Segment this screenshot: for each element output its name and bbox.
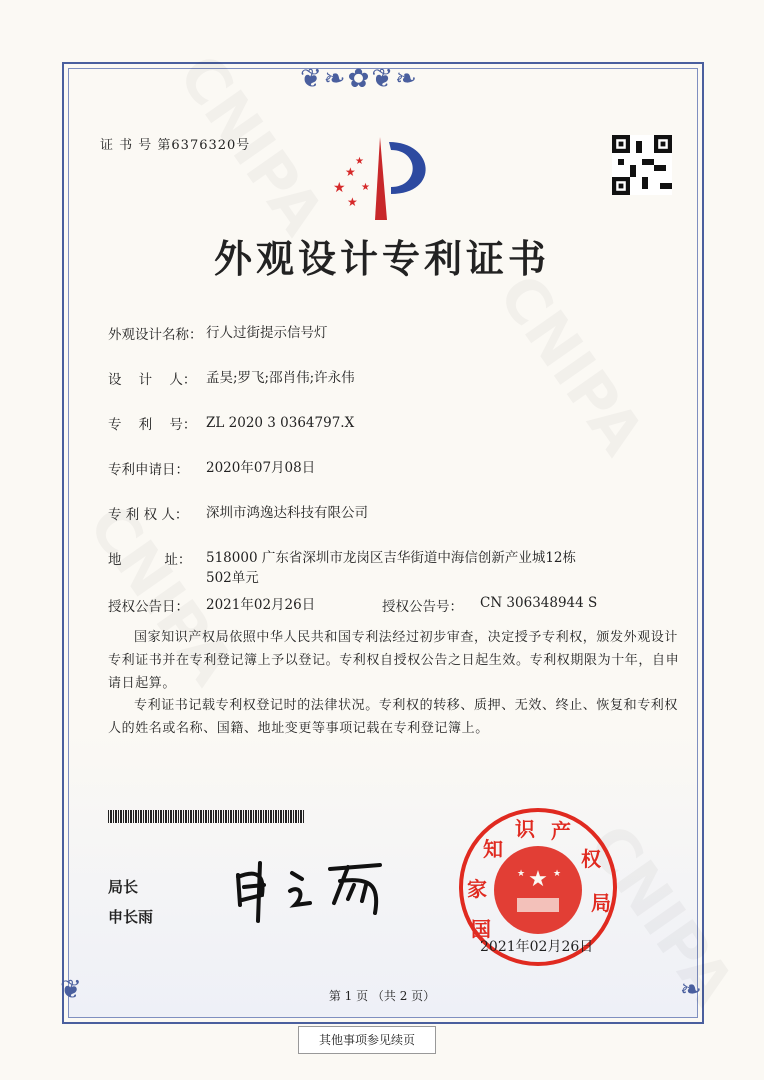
svg-text:★: ★ <box>345 165 356 179</box>
field-value: 孟昊;罗飞;邵肖伟;许永伟 <box>206 370 355 386</box>
field-label: 专 利 号： <box>108 417 197 433</box>
svg-text:国: 国 <box>471 917 491 941</box>
signatory-name: 申长雨 <box>108 908 154 926</box>
svg-text:知: 知 <box>483 837 503 861</box>
svg-text:★: ★ <box>347 195 358 209</box>
field-patentee <box>108 503 586 523</box>
svg-text:识: 识 <box>515 817 535 841</box>
field-value: ZL 2020 3 0364797.X <box>206 415 355 431</box>
cnipa-logo <box>325 132 440 222</box>
continued-note: 其他事项参见续页 <box>298 1026 436 1054</box>
field-value: 2020年07月08日 <box>206 460 316 476</box>
field-value: 深圳市鸿逸达科技有限公司 <box>206 505 368 521</box>
field-design-name <box>108 323 586 343</box>
field-grant-date <box>108 595 597 615</box>
svg-text:家: 家 <box>467 877 487 901</box>
certificate-number: 证 书 号 第6376320号 <box>100 138 251 153</box>
svg-text:权: 权 <box>581 847 601 871</box>
field-patent-number <box>108 413 586 433</box>
field-label: 专利申请日： <box>108 462 189 478</box>
field-address <box>108 548 581 588</box>
svg-text:★: ★ <box>553 869 562 879</box>
handwritten-signature <box>230 855 395 925</box>
statement-paragraph: 国家知识产权局依照中华人民共和国专利法经过初步审查，决定授予专利权，颁发外观设计专利证书并在专利登记簿上予以登记。专利权自授权公告之日起生效。专利权期限为十年，自申请日起算。 <box>108 630 680 691</box>
barcode <box>108 810 304 823</box>
svg-text:★: ★ <box>517 869 526 879</box>
qr-code <box>612 135 672 195</box>
field-value: 2021年02月26日 <box>206 597 316 613</box>
seal-date: 2021年02月26日 <box>480 939 594 955</box>
field-label: 设 计 人： <box>108 372 197 388</box>
field-label: 外观设计名称： <box>108 327 203 343</box>
field-label: 授权公告日： <box>108 599 189 615</box>
field-value: 行人过街提示信号灯 <box>206 325 328 341</box>
field-value: 518000 广东省深圳市龙岗区吉华街道中海信创新产业城12栋502单元 <box>206 550 577 586</box>
svg-text:★: ★ <box>361 182 370 193</box>
svg-text:产: 产 <box>551 819 571 843</box>
svg-text:局: 局 <box>591 891 611 915</box>
signatory-title: 局长 <box>108 878 139 896</box>
corner-ornament: ❦ <box>60 975 82 1005</box>
field-application-date <box>108 458 586 478</box>
corner-ornament: ❧ <box>680 975 702 1005</box>
certificate-title: 外观设计专利证书 <box>213 237 550 281</box>
svg-text:★: ★ <box>355 156 364 167</box>
page-info: 第 1 页 （共 2 页） <box>328 989 436 1003</box>
field-label: 授权公告号： <box>382 599 463 615</box>
field-label: 专 利 权 人： <box>108 507 189 523</box>
field-designers <box>108 368 586 388</box>
statement-paragraph: 专利证书记载专利权登记时的法律状况。专利权的转移、质押、无效、终止、恢复和专利权人的姓名或名称、国籍、地址变更等事项记载在专利登记簿上。 <box>108 698 679 736</box>
top-ornament: ❦❧✿❦❧ <box>300 64 419 94</box>
svg-text:★: ★ <box>333 180 346 196</box>
field-value: CN 306348944 S <box>480 595 598 611</box>
field-label: 地 址： <box>108 552 192 568</box>
svg-text:★: ★ <box>528 867 548 892</box>
